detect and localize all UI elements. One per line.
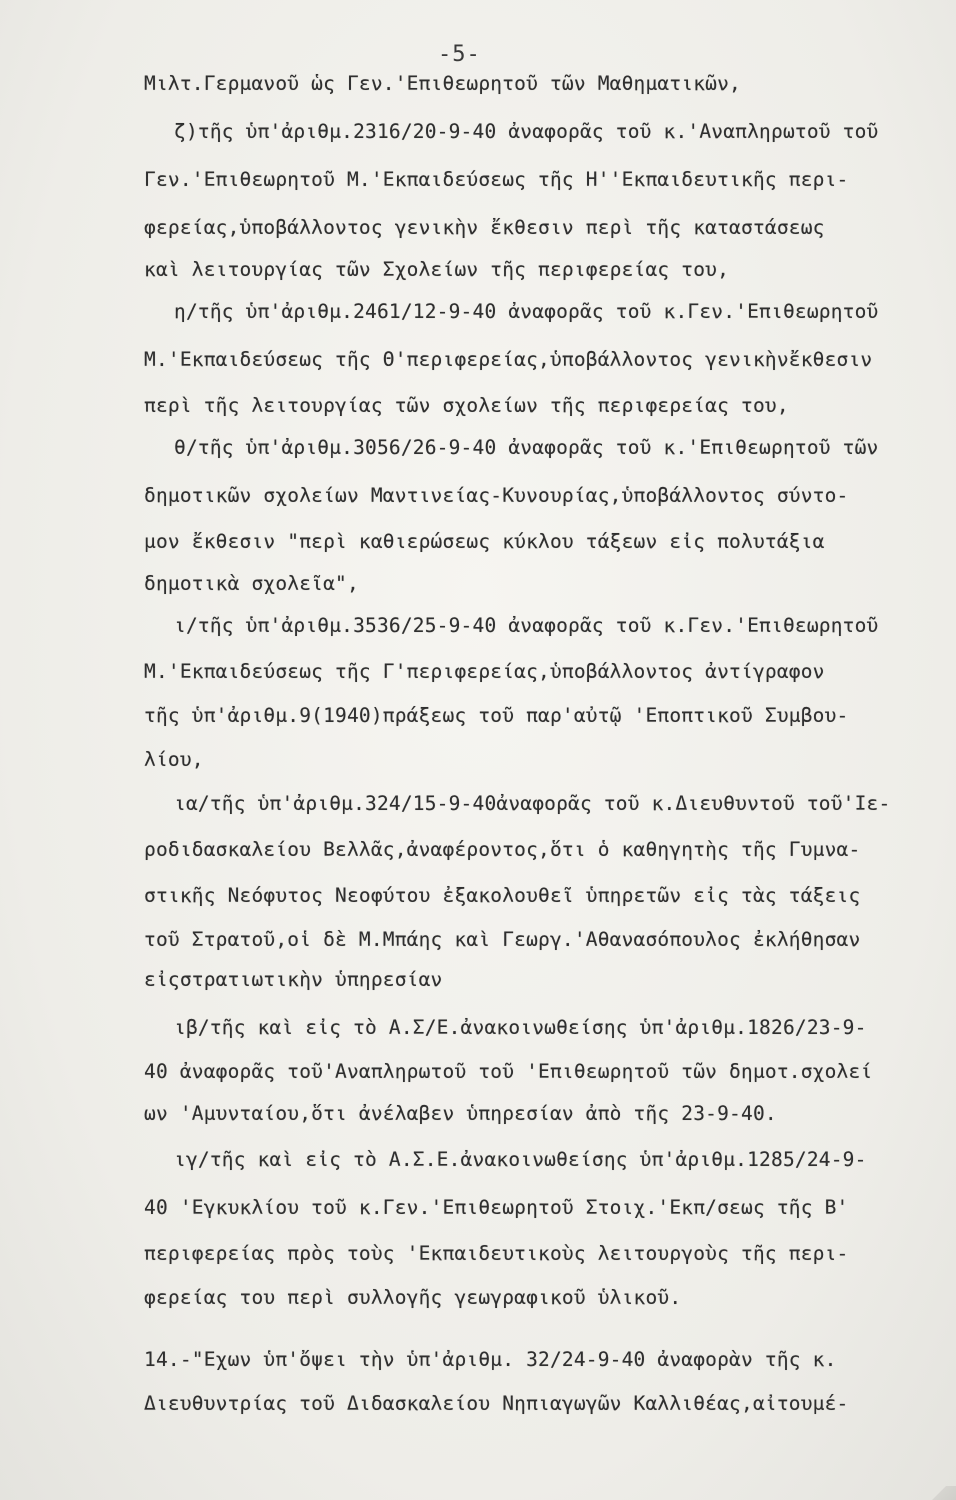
text-line: 14.-"Εχων ὑπ'ὄψει τὴν ὑπ'ἀριθμ. 32/24-9-40 ἀναφορὰν τῆς κ.	[144, 1348, 837, 1371]
text-line: ων 'Αμυνταίου,ὅτι ἀνέλαβεν ὑπηρεσίαν ἀπὸ τῆς 23-9-40.	[144, 1102, 777, 1125]
text-line: Μ.'Εκπαιδεύσεως τῆς Θ'περιφερείας,ὑποβάλλοντος γενικὴνἔκθεσιν	[144, 348, 873, 371]
text-line: η/τῆς ὑπ'ἀριθμ.2461/12-9-40 ἀναφορᾶς τοῦ κ.Γεν.'Επιθεωρητοῦ	[174, 300, 879, 323]
text-line: φερείας του περὶ συλλογῆς γεωγραφικοῦ ὑλικοῦ.	[144, 1286, 682, 1309]
text-line: λίου,	[144, 748, 204, 771]
text-line: δημοτικῶν σχολείων Μαντινείας-Κυνουρίας,ὑποβάλλοντος σύντο-	[144, 484, 849, 507]
text-line: φερείας,ὑποβάλλοντος γενικὴν ἔκθεσιν περὶ τῆς καταστάσεως	[144, 216, 825, 239]
page-corner-edge	[926, 1486, 956, 1500]
text-line: 40 ἀναφορᾶς τοῦ'Αναπληρωτοῦ τοῦ 'Επιθεωρητοῦ τῶν δημοτ.σχολεί	[144, 1060, 873, 1083]
text-line: μον ἔκθεσιν "περὶ καθιερώσεως κύκλου τάξεων εἰς πολυτάξια	[144, 530, 825, 553]
text-line: τοῦ Στρατοῦ,οἱ δὲ Μ.Μπάης καὶ Γεωργ.'Αθανασόπουλος ἐκλήθησαν	[144, 928, 861, 951]
text-line: ροδιδασκαλείου Βελλᾶς,ἀναφέροντος,ὅτι ὁ καθηγητὴς τῆς Γυμνα-	[144, 838, 861, 861]
text-line: ι/τῆς ὑπ'ἀριθμ.3536/25-9-40 ἀναφορᾶς τοῦ κ.Γεν.'Επιθεωρητοῦ	[174, 614, 879, 637]
text-line: Γεν.'Επιθεωρητοῦ Μ.'Εκπαιδεύσεως τῆς Η''Εκπαιδευτικῆς περι-	[144, 168, 849, 191]
text-line: ιγ/τῆς καὶ εἰς τὸ Α.Σ.Ε.ἀνακοινωθείσης ὑπ'ἀριθμ.1285/24-9-	[174, 1148, 867, 1171]
text-line: ια/τῆς ὑπ'ἀριθμ.324/15-9-40ἀναφορᾶς τοῦ κ.Διευθυντοῦ τοῦ'Ιε-	[174, 792, 891, 815]
text-line: Μιλτ.Γερμανοῦ ὡς Γεν.'Επιθεωρητοῦ τῶν Μαθηματικῶν,	[144, 72, 741, 95]
text-line: 40 'Εγκυκλίου τοῦ κ.Γεν.'Επιθεωρητοῦ Στοιχ.'Εκπ/σεως τῆς Β'	[144, 1196, 849, 1219]
page-number: -5-	[438, 42, 481, 67]
text-line: Διευθυντρίας τοῦ Διδασκαλείου Νηπιαγωγῶν Καλλιθέας,αἰτουμέ-	[144, 1392, 849, 1415]
text-line: καὶ λειτουργίας τῶν Σχολείων τῆς περιφερείας του,	[144, 258, 730, 281]
text-line: δημοτικὰ σχολεῖα",	[144, 572, 359, 595]
text-line: Μ.'Εκπαιδεύσεως τῆς Γ'περιφερείας,ὑποβάλλοντος ἀντίγραφον	[144, 660, 825, 683]
text-line: περὶ τῆς λειτουργίας τῶν σχολείων τῆς περιφερείας του,	[144, 394, 789, 417]
text-line: θ/τῆς ὑπ'ἀριθμ.3056/26-9-40 ἀναφορᾶς τοῦ κ.'Επιθεωρητοῦ τῶν	[174, 436, 879, 459]
text-line: περιφερείας πρὸς τοὺς 'Εκπαιδευτικοὺς λειτουργοὺς τῆς περι-	[144, 1242, 849, 1265]
text-line: ιβ/τῆς καὶ εἰς τὸ Α.Σ/Ε.ἀνακοινωθείσης ὑπ'ἀριθμ.1826/23-9-	[174, 1016, 867, 1039]
text-line: τῆς ὑπ'ἀριθμ.9(1940)πράξεως τοῦ παρ'αὐτῷ 'Εποπτικοῦ Συμβου-	[144, 704, 849, 727]
text-line: ζ)τῆς ὑπ'ἀριθμ.2316/20-9-40 ἀναφορᾶς τοῦ κ.'Αναπληρωτοῦ τοῦ	[174, 120, 879, 143]
text-line: εἰςστρατιωτικὴν ὑπηρεσίαν	[144, 968, 443, 991]
text-line: στικῆς Νεόφυτος Νεοφύτου ἐξακολουθεῖ ὑπηρετῶν εἰς τὰς τάξεις	[144, 884, 861, 907]
